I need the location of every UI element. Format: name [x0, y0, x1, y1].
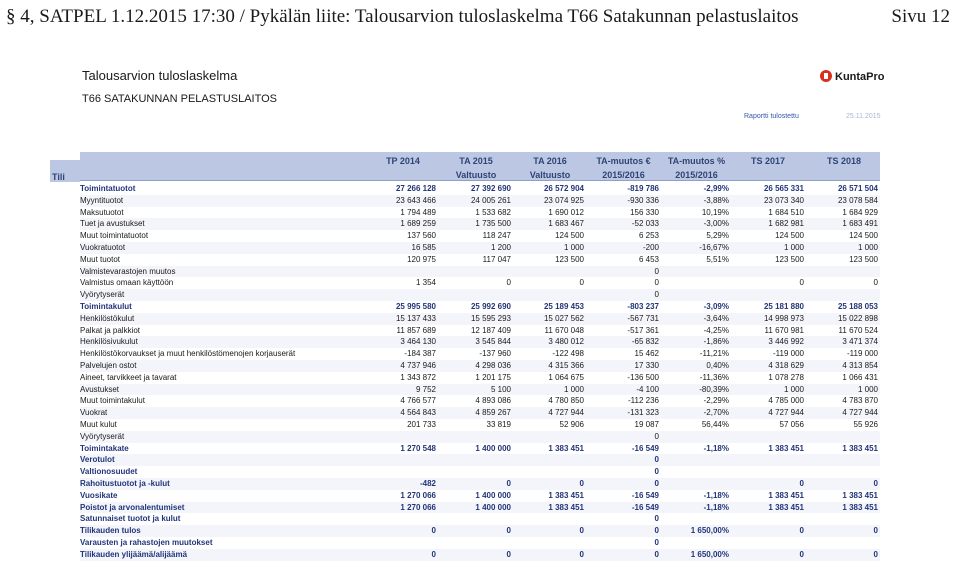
- cell-value: 15 137 433: [395, 313, 436, 323]
- col-header-ta2015: TA 2015 Valtuusto: [455, 156, 497, 180]
- table-row: [80, 230, 880, 242]
- cell-value: 25 992 690: [470, 301, 511, 311]
- cell-value: -16,67%: [699, 242, 729, 252]
- cell-value: 55 926: [853, 419, 878, 429]
- cell-value: 52 906: [559, 419, 584, 429]
- cell-value: 1 270 066: [400, 502, 436, 512]
- col-header-ts2018: TS 2018: [826, 156, 862, 166]
- cell-value: 0: [873, 478, 878, 488]
- cell-value: 0: [579, 278, 584, 288]
- cell-value: 5,29%: [706, 231, 729, 241]
- cell-value: 1 735 500: [475, 219, 511, 229]
- cell-value: 1 383 451: [842, 502, 878, 512]
- cell-value: 0: [654, 266, 659, 276]
- table-row: [80, 537, 880, 549]
- cell-value: 25 181 880: [763, 301, 804, 311]
- row-label: Valtionosuudet: [80, 467, 138, 477]
- cell-value: 1 270 066: [400, 490, 436, 500]
- cell-value: 23 073 340: [763, 195, 804, 205]
- cell-value: 1 383 451: [548, 502, 584, 512]
- row-label: Palvelujen ostot: [80, 360, 137, 370]
- cell-value: 3 464 130: [400, 337, 436, 347]
- cell-value: 15 462: [634, 349, 659, 359]
- row-stripe: [80, 513, 880, 525]
- table-row: [80, 549, 880, 561]
- report-title: Talousarvion tuloslaskelma: [82, 68, 238, 83]
- cell-value: 10,19%: [701, 207, 729, 217]
- cell-value: 0: [654, 526, 659, 536]
- cell-value: 33 819: [486, 419, 511, 429]
- table-row: [80, 336, 880, 348]
- cell-value: 1 000: [857, 384, 878, 394]
- cell-value: 4 313 854: [842, 360, 878, 370]
- cell-value: 0: [873, 278, 878, 288]
- cell-value: 26 565 331: [763, 184, 804, 193]
- cell-value: 1 400 000: [475, 443, 511, 453]
- table-row: [80, 360, 880, 372]
- row-label: Tilikauden ylijäämä/alijäämä: [80, 549, 188, 559]
- col-header-tp2014: TP 2014: [386, 156, 420, 166]
- table-row: [80, 502, 880, 514]
- cell-value: 1 354: [415, 278, 436, 288]
- row-label: Palkat ja palkkiot: [80, 325, 141, 335]
- cell-value: -3,64%: [703, 313, 729, 323]
- cell-value: 0: [654, 467, 659, 477]
- cell-value: 26 571 504: [837, 184, 878, 193]
- cell-value: -200: [642, 242, 659, 252]
- cell-value: 4 780 850: [548, 396, 584, 406]
- table-row: [80, 207, 880, 219]
- row-label: Henkilöstökorvaukset ja muut henkilöstömenojen korjauserät: [80, 349, 296, 359]
- page-header: [6, 4, 954, 30]
- row-label: Varausten ja rahastojen muutokset: [80, 537, 213, 547]
- table-row: [80, 525, 880, 537]
- cell-value: 1 343 872: [400, 372, 436, 382]
- cell-value: 156 330: [630, 207, 659, 217]
- cell-value: 1 533 682: [475, 207, 511, 217]
- row-label: Vyörytyserät: [80, 431, 125, 441]
- cell-value: -567 731: [627, 313, 659, 323]
- cell-value: 117 047: [482, 254, 511, 264]
- cell-value: 0: [431, 549, 436, 559]
- cell-value: 0: [654, 278, 659, 288]
- cell-value: -122 498: [552, 349, 584, 359]
- cell-value: -819 786: [627, 184, 659, 193]
- cell-value: 12 187 409: [470, 325, 511, 335]
- cell-value: 0: [654, 478, 659, 488]
- cell-value: 0: [873, 549, 878, 559]
- cell-value: 1 000: [783, 384, 804, 394]
- cell-value: 123 500: [775, 254, 804, 264]
- cell-value: 124 500: [849, 231, 878, 241]
- cell-value: 0: [431, 526, 436, 536]
- table-body: [80, 183, 880, 561]
- cell-value: 15 595 293: [470, 313, 511, 323]
- table-row: [80, 466, 880, 478]
- table-row: [80, 513, 880, 525]
- table-row: [80, 254, 880, 266]
- cell-value: 1 066 431: [842, 372, 878, 382]
- tili-header: Tili: [50, 160, 80, 182]
- cell-value: 0,40%: [706, 360, 729, 370]
- cell-value: 11 670 048: [544, 325, 584, 335]
- row-label: Valmistevarastojen muutos: [80, 266, 176, 276]
- cell-value: 27 266 128: [395, 184, 436, 193]
- table-row: [80, 431, 880, 443]
- cell-value: 4 785 000: [768, 396, 804, 406]
- cell-value: 1 650,00%: [690, 526, 729, 536]
- cell-value: 25 188 053: [837, 301, 878, 311]
- cell-value: 1 690 012: [548, 207, 584, 217]
- row-label: Verotulot: [80, 455, 115, 465]
- cell-value: 1 689 259: [400, 219, 436, 229]
- income-statement-table: [52, 152, 880, 561]
- cell-value: 1 383 451: [768, 490, 804, 500]
- cell-value: -131 323: [627, 408, 659, 418]
- cell-value: 25 189 453: [543, 301, 584, 311]
- cell-value: -1,18%: [703, 443, 729, 453]
- cell-value: 0: [506, 478, 511, 488]
- cell-value: 0: [654, 455, 659, 465]
- row-label: Avustukset: [80, 384, 119, 394]
- cell-value: -137 960: [479, 349, 511, 359]
- cell-value: 4 298 036: [475, 360, 511, 370]
- cell-value: 1 200: [490, 242, 511, 252]
- cell-value: -16 549: [631, 490, 659, 500]
- cell-value: -80,39%: [699, 384, 729, 394]
- row-stripe: [80, 431, 880, 443]
- table-row: [80, 289, 880, 301]
- row-label: Toimintatuotot: [80, 184, 136, 193]
- cell-value: 1 383 451: [842, 490, 878, 500]
- cell-value: -16 549: [631, 443, 659, 453]
- cell-value: 4 318 629: [768, 360, 804, 370]
- cell-value: 19 087: [634, 419, 659, 429]
- cell-value: 0: [799, 478, 804, 488]
- cell-value: 0: [579, 526, 584, 536]
- cell-value: 4 727 944: [768, 408, 804, 418]
- cell-value: 123 500: [555, 254, 584, 264]
- row-label: Poistot ja arvonalentumiset: [80, 502, 185, 512]
- reported-date: 25.11.2015: [846, 113, 881, 120]
- table-row: [80, 443, 880, 455]
- row-label: Toimintakulut: [80, 301, 132, 311]
- cell-value: -4,25%: [703, 325, 729, 335]
- cell-value: 1 682 981: [768, 219, 804, 229]
- row-label: Valmistus omaan käyttöön: [80, 278, 174, 288]
- cell-value: 9 752: [415, 384, 436, 394]
- cell-value: 1 794 489: [400, 207, 436, 217]
- cell-value: -16 549: [631, 502, 659, 512]
- cell-value: 1 684 929: [842, 207, 878, 217]
- table-row: [80, 301, 880, 313]
- cell-value: 118 247: [482, 231, 511, 241]
- row-label: Henkilöstökulut: [80, 313, 135, 323]
- cell-value: -52 033: [631, 219, 659, 229]
- cell-value: 1 000: [563, 242, 584, 252]
- cell-value: 14 998 973: [763, 313, 804, 323]
- col-header-ta2016: TA 2016 Valtuusto: [529, 156, 571, 180]
- col-header-ts2017: TS 2017: [750, 156, 786, 166]
- cell-value: 4 727 944: [548, 408, 584, 418]
- cell-value: 27 392 690: [470, 184, 511, 193]
- row-label: Toimintakate: [80, 443, 129, 453]
- row-stripe: [80, 289, 880, 301]
- row-label: Vuokratuotot: [80, 242, 126, 252]
- cell-value: 1 064 675: [548, 372, 584, 382]
- cell-value: 23 078 584: [837, 195, 878, 205]
- logo-text: KuntaPro: [835, 71, 885, 83]
- reported-label: Raportti tulostettu: [744, 113, 799, 120]
- page-number: Sivu 12: [891, 6, 950, 27]
- cell-value: 1 683 467: [548, 219, 584, 229]
- row-label: Satunnaiset tuotot ja kulut: [80, 514, 181, 524]
- cell-value: -112 236: [628, 396, 659, 406]
- row-label: Tuet ja avustukset: [80, 219, 145, 229]
- cell-value: 16 585: [411, 242, 436, 252]
- table-row: [80, 490, 880, 502]
- cell-value: 4 859 267: [475, 408, 511, 418]
- cell-value: 6 253: [638, 231, 659, 241]
- cell-value: 4 737 946: [400, 360, 436, 370]
- cell-value: -803 237: [627, 301, 659, 311]
- cell-value: 3 446 992: [768, 337, 804, 347]
- table-row: [80, 325, 880, 337]
- cell-value: -11,36%: [699, 372, 729, 382]
- cell-value: -3,00%: [703, 219, 729, 229]
- cell-value: 3 471 374: [842, 337, 878, 347]
- cell-value: 56,44%: [701, 419, 729, 429]
- cell-value: -930 336: [627, 195, 659, 205]
- cell-value: 0: [873, 526, 878, 536]
- cell-value: 1 383 451: [768, 443, 804, 453]
- cell-value: -65 832: [631, 337, 659, 347]
- cell-value: 1 000: [563, 384, 584, 394]
- cell-value: 1 383 451: [548, 443, 584, 453]
- table-row: [80, 242, 880, 254]
- cell-value: 0: [654, 514, 659, 524]
- cell-value: 1 383 451: [842, 443, 878, 453]
- cell-value: 1 000: [783, 242, 804, 252]
- cell-value: 0: [579, 549, 584, 559]
- page-header-title: § 4, SATPEL 1.12.2015 17:30 / Pykälän liite: Talousarvion tuloslaskelma T66 Satakunnan pelastuslaitos: [6, 6, 799, 27]
- cell-value: 124 500: [555, 231, 584, 241]
- cell-value: 25 995 580: [395, 301, 436, 311]
- col-header-ta-change-pct: TA-muutos % 2015/2016: [667, 156, 726, 180]
- cell-value: 137 560: [407, 231, 436, 241]
- table-row: [80, 384, 880, 396]
- row-label: Henkilösivukulut: [80, 337, 138, 347]
- cell-value: -3,09%: [703, 301, 729, 311]
- cell-value: 15 022 898: [837, 313, 878, 323]
- row-label: Muut toimintatuotot: [80, 231, 149, 241]
- cell-value: 4 727 944: [842, 408, 878, 418]
- row-label: Tilikauden tulos: [80, 526, 141, 536]
- table-row: [80, 266, 880, 278]
- cell-value: 57 056: [779, 419, 804, 429]
- cell-value: -2,70%: [703, 408, 729, 418]
- cell-value: 1 201 175: [475, 372, 511, 382]
- cell-value: 4 783 870: [842, 396, 878, 406]
- cell-value: 1 000: [857, 242, 878, 252]
- table-row: [80, 395, 880, 407]
- table-row: [80, 454, 880, 466]
- cell-value: 11 857 689: [396, 325, 436, 335]
- cell-value: -119 000: [773, 349, 804, 359]
- cell-value: 0: [654, 549, 659, 559]
- row-label: Muut tuotot: [80, 254, 121, 264]
- cell-value: -119 000: [847, 349, 878, 359]
- cell-value: 3 480 012: [548, 337, 584, 347]
- cell-value: -1,18%: [703, 502, 729, 512]
- row-label: Muut kulut: [80, 419, 117, 429]
- kuntapro-logo-icon: [820, 70, 832, 82]
- kuntapro-logo: [820, 70, 885, 84]
- cell-value: 4 893 086: [475, 396, 511, 406]
- cell-value: -184 387: [404, 349, 436, 359]
- cell-value: 124 500: [775, 231, 804, 241]
- row-label: Vuosikate: [80, 490, 118, 500]
- table-row: [80, 218, 880, 230]
- cell-value: 23 643 466: [395, 195, 436, 205]
- cell-value: -2,99%: [703, 184, 729, 193]
- cell-value: 1 650,00%: [690, 549, 729, 559]
- cell-value: -1,18%: [703, 490, 729, 500]
- cell-value: 0: [799, 278, 804, 288]
- cell-value: 1 400 000: [475, 502, 511, 512]
- cell-value: -517 361: [627, 325, 659, 335]
- cell-value: 1 683 491: [842, 219, 878, 229]
- cell-value: 24 005 261: [470, 195, 511, 205]
- cell-value: 4 315 366: [548, 360, 584, 370]
- cell-value: 4 564 843: [400, 408, 436, 418]
- cell-value: 5 100: [490, 384, 511, 394]
- cell-value: 0: [506, 526, 511, 536]
- cell-value: -3,88%: [703, 195, 729, 205]
- cell-value: 1 383 451: [548, 490, 584, 500]
- row-label: Rahoitustuotot ja -kulut: [80, 478, 170, 488]
- cell-value: 0: [654, 537, 659, 547]
- cell-value: -11,21%: [699, 349, 729, 359]
- table-row: [80, 195, 880, 207]
- cell-value: 0: [799, 526, 804, 536]
- row-stripe: [80, 266, 880, 278]
- table-header: [52, 152, 880, 182]
- cell-value: 23 074 925: [543, 195, 584, 205]
- row-label: Aineet, tarvikkeet ja tavarat: [80, 372, 177, 382]
- cell-value: 0: [506, 549, 511, 559]
- table-row: [80, 372, 880, 384]
- cell-value: 0: [506, 278, 511, 288]
- cell-value: -136 500: [627, 372, 659, 382]
- cell-value: 1 270 548: [400, 443, 436, 453]
- row-label: Myyntituotot: [80, 195, 124, 205]
- row-stripe: [80, 454, 880, 466]
- row-stripe: [80, 466, 880, 478]
- row-label: Vyörytyserät: [80, 290, 125, 300]
- cell-value: 17 330: [634, 360, 659, 370]
- cell-value: 1 383 451: [768, 502, 804, 512]
- cell-value: 6 453: [638, 254, 659, 264]
- cell-value: 1 078 278: [768, 372, 804, 382]
- cell-value: 201 733: [407, 419, 436, 429]
- cell-value: 3 545 844: [475, 337, 511, 347]
- cell-value: 4 766 577: [400, 396, 436, 406]
- cell-value: 11 670 524: [838, 325, 878, 335]
- cell-value: 0: [579, 478, 584, 488]
- cell-value: 1 684 510: [768, 207, 804, 217]
- cell-value: 26 572 904: [543, 184, 584, 193]
- cell-value: -1,86%: [703, 337, 729, 347]
- cell-value: -482: [419, 478, 436, 488]
- table-row: [80, 419, 880, 431]
- row-label: Maksutuotot: [80, 207, 124, 217]
- table-row: [80, 183, 880, 195]
- table-row: [80, 348, 880, 360]
- cell-value: 0: [799, 549, 804, 559]
- cell-value: 15 027 562: [543, 313, 584, 323]
- cell-value: -2,29%: [703, 396, 729, 406]
- report-subtitle: T66 SATAKUNNAN PELASTUSLAITOS: [82, 93, 278, 105]
- row-label: Muut toimintakulut: [80, 396, 145, 406]
- cell-value: 0: [654, 290, 659, 300]
- table-row: [80, 313, 880, 325]
- cell-value: 123 500: [849, 254, 878, 264]
- row-label: Vuokrat: [80, 408, 108, 418]
- cell-value: 11 670 981: [764, 325, 804, 335]
- cell-value: 1 400 000: [475, 490, 511, 500]
- cell-value: 0: [654, 431, 659, 441]
- cell-value: -4 100: [636, 384, 659, 394]
- col-header-ta-change-eur: TA-muutos € 2015/2016: [596, 156, 651, 180]
- table-row: [80, 277, 880, 289]
- cell-value: 120 975: [407, 254, 436, 264]
- cell-value: 5,51%: [706, 254, 729, 264]
- table-row: [80, 407, 880, 419]
- table-row: [80, 478, 880, 490]
